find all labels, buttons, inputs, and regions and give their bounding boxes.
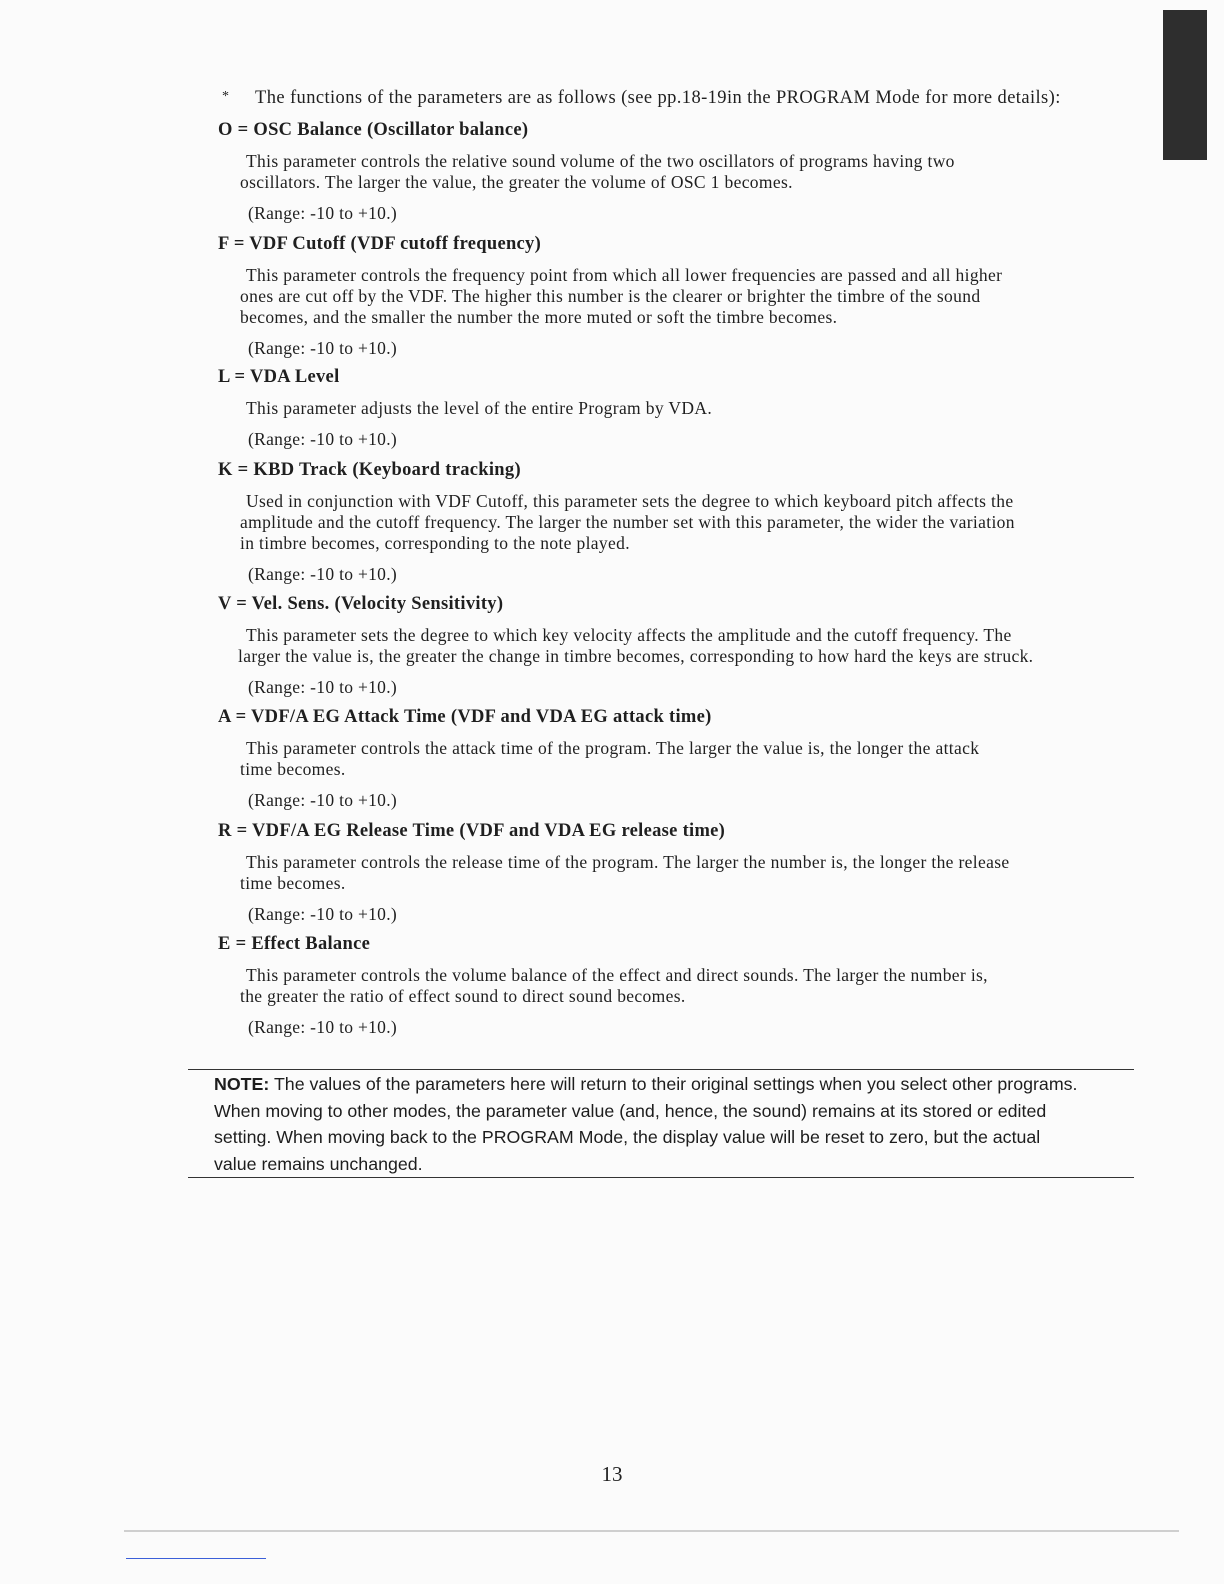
- param-description: [218, 491, 1138, 554]
- note-label: NOTE:: [214, 1074, 270, 1094]
- param-vdf-cutoff: [218, 234, 1138, 359]
- param-description: [218, 625, 1138, 667]
- param-vda-level: [218, 367, 1138, 450]
- intro-line: [222, 88, 1061, 109]
- param-heading: K = KBD Track (Keyboard tracking): [218, 460, 521, 480]
- note-line: When moving to other modes, the parameter value (and, hence, the sound) remains at its stored or edited: [214, 1100, 1047, 1121]
- param-range: (Range: -10 to +10.): [248, 677, 398, 697]
- param-release-time: [218, 821, 1138, 925]
- desc-line: Used in conjunction with VDF Cutoff, this parameter sets the degree to which keyboard pitch affects the: [246, 491, 1014, 511]
- bullet-marker: *: [222, 89, 230, 104]
- param-range: (Range: -10 to +10.): [248, 338, 398, 358]
- desc-line: This parameter controls the attack time of the program. The larger the value is, the longer the attack: [246, 738, 980, 758]
- param-effect-balance: [218, 934, 1138, 1038]
- param-range: (Range: -10 to +10.): [248, 790, 398, 810]
- param-description: [218, 151, 1138, 193]
- param-range: (Range: -10 to +10.): [248, 429, 398, 449]
- desc-line: becomes, and the smaller the number the more muted or soft the timbre becomes.: [240, 307, 838, 327]
- param-heading: L = VDA Level: [218, 367, 340, 387]
- page-number: 13: [601, 1462, 623, 1486]
- param-heading: O = OSC Balance (Oscillator balance): [218, 120, 529, 140]
- param-heading: F = VDF Cutoff (VDF cutoff frequency): [218, 234, 542, 254]
- param-osc-balance: [218, 120, 1138, 224]
- note-box: [188, 1069, 1134, 1178]
- note-line: [188, 1071, 1134, 1098]
- param-range: (Range: -10 to +10.): [248, 203, 398, 223]
- param-heading: A = VDF/A EG Attack Time (VDF and VDA EG attack time): [218, 707, 712, 727]
- param-range: (Range: -10 to +10.): [248, 1017, 398, 1037]
- section-edge-tab: [1163, 10, 1207, 160]
- desc-line: This parameter controls the volume balance of the effect and direct sounds. The larger the number is,: [246, 965, 988, 985]
- param-description: [218, 852, 1138, 894]
- param-description: [218, 738, 1138, 780]
- footer-rule: [124, 1530, 1179, 1532]
- desc-line: This parameter sets the degree to which key velocity affects the amplitude and the cutoff frequency. The: [246, 625, 1012, 645]
- desc-line: in timbre becomes, corresponding to the note played.: [240, 533, 630, 553]
- desc-line: amplitude and the cutoff frequency. The larger the number set with this parameter, the wider the variation: [240, 512, 1015, 532]
- param-range: (Range: -10 to +10.): [248, 564, 398, 584]
- param-description: [218, 265, 1138, 328]
- param-heading: E = Effect Balance: [218, 934, 371, 954]
- desc-line: time becomes.: [240, 759, 346, 779]
- desc-line: This parameter adjusts the level of the entire Program by VDA.: [246, 398, 713, 418]
- param-vel-sens: [218, 594, 1138, 698]
- corner-rule: [126, 1558, 266, 1559]
- param-heading: R = VDF/A EG Release Time (VDF and VDA EG release time): [218, 821, 726, 841]
- desc-line: This parameter controls the relative sound volume of the two oscillators of programs having two: [246, 151, 955, 171]
- param-description: [218, 398, 1138, 419]
- intro-text: The functions of the parameters are as follows (see pp.18-19in the PROGRAM Mode for more details):: [255, 88, 1061, 108]
- param-heading: V = Vel. Sens. (Velocity Sensitivity): [218, 594, 504, 614]
- desc-line: larger the value is, the greater the change in timbre becomes, corresponding to how hard the keys are struck.: [238, 646, 1034, 666]
- param-kbd-track: [218, 460, 1138, 585]
- desc-line: oscillators. The larger the value, the greater the volume of OSC 1 becomes.: [240, 172, 793, 192]
- desc-line: the greater the ratio of effect sound to direct sound becomes.: [240, 986, 686, 1006]
- note-text: The values of the parameters here will return to their original settings when you select other programs.: [269, 1074, 1078, 1094]
- param-attack-time: [218, 707, 1138, 811]
- desc-line: ones are cut off by the VDF. The higher this number is the clearer or brighter the timbre of the sound: [240, 286, 981, 306]
- param-range: (Range: -10 to +10.): [248, 904, 398, 924]
- desc-line: This parameter controls the release time of the program. The larger the number is, the longer the release: [246, 852, 1010, 872]
- desc-line: This parameter controls the frequency point from which all lower frequencies are passed and all higher: [246, 265, 1003, 285]
- param-description: [218, 965, 1138, 1007]
- desc-line: time becomes.: [240, 873, 346, 893]
- note-line: value remains unchanged.: [214, 1153, 423, 1174]
- note-line: setting. When moving back to the PROGRAM Mode, the display value will be reset to zero, but the actual: [214, 1127, 1041, 1147]
